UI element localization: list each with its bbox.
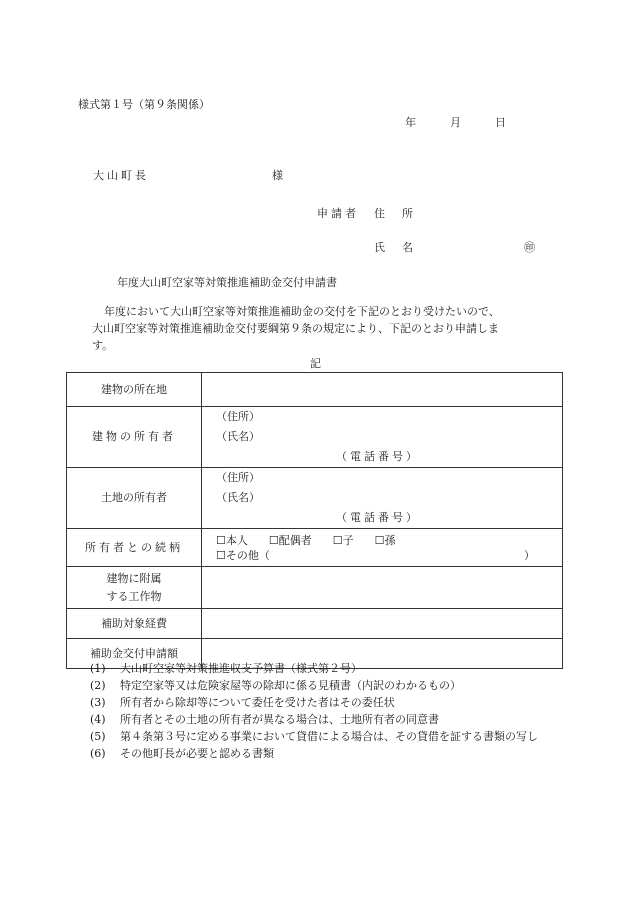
- attached-structure-label: [67, 567, 202, 609]
- applicant-label: 申請者: [317, 207, 359, 220]
- attachment-text: その他町長が必要と認める書類: [120, 747, 274, 760]
- addressee-honorific: 様: [272, 169, 283, 182]
- subsidy-cost-field[interactable]: [202, 609, 563, 639]
- page-title: 年度大山町空家等対策推進補助金交付申請書: [117, 276, 337, 289]
- form-number: 様式第１号（第９条関係）: [78, 98, 210, 111]
- name-field-label: （氏名）: [216, 491, 260, 504]
- attachment-number: (3): [90, 696, 106, 709]
- attachment-text: 所有者から除却等について委任を受けた者はその委任状: [120, 696, 395, 709]
- address-field-label: （住所）: [216, 471, 260, 484]
- building-owner-label: 建物の所有者: [67, 407, 202, 468]
- attachment-text: 大山町空家等対策推進収支予算書（様式第２号）: [120, 662, 362, 675]
- name-field-label: （氏名）: [216, 430, 260, 443]
- addressee-name: 大山町長: [93, 169, 149, 182]
- attached-structure-line-2: する工作物: [106, 589, 162, 603]
- land-owner-label: 土地の所有者: [67, 468, 202, 529]
- date-day: 日: [495, 116, 506, 129]
- intro-line-3: す。: [92, 339, 114, 352]
- table-row: [67, 609, 563, 639]
- list-item: [90, 711, 570, 728]
- building-location-label: 建物の所在地: [67, 373, 202, 407]
- relationship-other-close: ）: [524, 548, 535, 562]
- relationship-option-other[interactable]: ☐その他（: [216, 548, 270, 562]
- attachment-number: (1): [90, 662, 106, 675]
- intro-line-2: 大山町空家等対策推進補助金交付要綱第９条の規定により、下記のとおり申請しま: [92, 322, 499, 335]
- table-row: [67, 373, 563, 407]
- relationship-label: 所有者との続柄: [67, 529, 202, 567]
- attachment-number: (5): [90, 730, 106, 743]
- subsidy-cost-label: 補助対象経費: [67, 609, 202, 639]
- attachments-list: [90, 660, 570, 762]
- building-location-field[interactable]: [202, 373, 563, 407]
- ki-heading: 記: [310, 357, 321, 370]
- applicant-name-label: 氏 名: [374, 241, 416, 254]
- phone-field-label: （電話番号）: [336, 511, 420, 524]
- list-item: [90, 745, 570, 762]
- attachment-number: (4): [90, 713, 106, 726]
- list-item: [90, 677, 570, 694]
- attachment-text: 所有者とその土地の所有者が異なる場合は、土地所有者の同意書: [120, 713, 439, 726]
- table-row: [67, 468, 563, 529]
- applicant-address-label: 住 所: [374, 207, 416, 220]
- attachment-number: (6): [90, 747, 106, 760]
- date-month: 月: [450, 116, 461, 129]
- intro-line-1: 年度において大山町空家等対策推進補助金の交付を下記のとおり受けたいので、: [104, 305, 500, 318]
- list-item: [90, 660, 570, 677]
- attachment-text: 特定空家等又は危険家屋等の除却に係る見積書（内訳のわかるもの）: [120, 679, 461, 692]
- phone-field-label: （電話番号）: [336, 450, 420, 463]
- list-item: [90, 694, 570, 711]
- building-owner-field[interactable]: [202, 407, 563, 468]
- date-year: 年: [405, 116, 416, 129]
- address-field-label: （住所）: [216, 410, 260, 423]
- table-row: [67, 529, 563, 567]
- attachment-number: (2): [90, 679, 106, 692]
- relationship-field: [202, 529, 563, 567]
- table-row: [67, 407, 563, 468]
- list-item: [90, 728, 570, 745]
- relationship-option-grandchild[interactable]: ☐孫: [374, 533, 396, 547]
- table-row: [67, 567, 563, 609]
- application-table: [66, 372, 563, 669]
- application-amount-label: 補助金交付申請額: [67, 639, 202, 669]
- attached-structure-line-1: 建物に附属: [106, 571, 162, 585]
- land-owner-field[interactable]: [202, 468, 563, 529]
- attachment-text: 第４条第３号に定める事業において貸借による場合は、その貸借を証する書類の写し: [120, 730, 538, 743]
- relationship-option-child[interactable]: ☐子: [332, 533, 354, 547]
- relationship-option-spouse[interactable]: ☐配偶者: [268, 533, 312, 547]
- attached-structure-field[interactable]: [202, 567, 563, 609]
- relationship-option-self[interactable]: ☐本人: [216, 533, 248, 547]
- seal-mark: ㊞: [524, 241, 535, 254]
